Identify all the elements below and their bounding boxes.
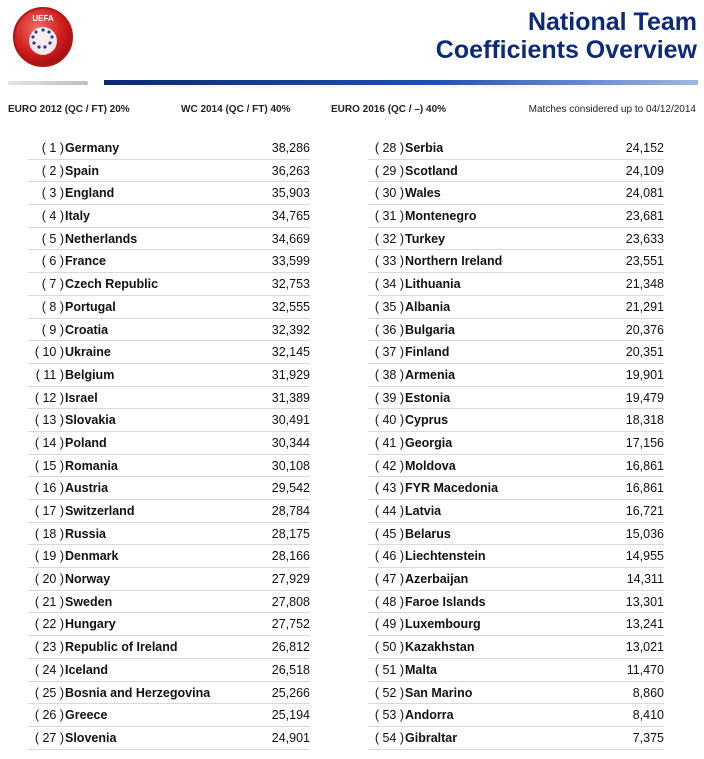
rank-number: ( 5 ) <box>41 231 64 246</box>
rank-number: ( 27 ) <box>34 730 64 745</box>
rank-number: ( 25 ) <box>34 685 64 700</box>
coefficient-value: 24,109 <box>625 163 664 178</box>
team-name: Finland <box>405 345 450 360</box>
ranking-row <box>368 613 664 636</box>
matches-considered: Matches considered up to 04/12/2014 <box>528 104 696 115</box>
rank-number: ( 36 ) <box>374 322 404 337</box>
ranking-row <box>368 477 664 500</box>
team-name: Northern Ireland <box>405 254 503 269</box>
header-divider-blue <box>104 80 698 85</box>
team-name: Poland <box>65 435 107 450</box>
rank-number: ( 31 ) <box>374 209 404 224</box>
team-name: Faroe Islands <box>405 594 486 609</box>
uefa-logo-icon <box>12 6 74 68</box>
rank-number: ( 40 ) <box>374 413 404 428</box>
ranking-row <box>368 205 664 228</box>
team-name: Israel <box>65 390 98 405</box>
rank-number: ( 53 ) <box>374 708 404 723</box>
coefficient-value: 21,348 <box>625 277 664 292</box>
rank-number: ( 28 ) <box>374 141 404 155</box>
ranking-row <box>28 523 310 546</box>
rank-number: ( 38 ) <box>374 367 404 382</box>
ranking-row <box>28 545 310 568</box>
coefficient-value: 24,152 <box>625 141 664 155</box>
coefficient-value: 8,410 <box>632 708 664 723</box>
page-title <box>436 8 697 64</box>
weighting-info <box>0 104 704 118</box>
coefficient-value: 8,860 <box>632 685 664 700</box>
team-name: France <box>65 254 106 269</box>
coefficient-value: 13,021 <box>625 640 664 655</box>
rank-number: ( 24 ) <box>34 662 64 677</box>
ranking-row <box>368 591 664 614</box>
rank-number: ( 52 ) <box>374 685 404 700</box>
ranking-row <box>368 364 664 387</box>
coefficient-value: 13,301 <box>625 594 664 609</box>
coefficient-value: 25,194 <box>271 708 310 723</box>
rank-number: ( 6 ) <box>41 254 64 269</box>
ranking-row <box>28 296 310 319</box>
ranking-row <box>28 364 310 387</box>
coefficient-value: 20,376 <box>625 322 664 337</box>
ranking-row <box>28 409 310 432</box>
coefficient-value: 27,808 <box>271 594 310 609</box>
coefficient-value: 34,765 <box>271 209 310 224</box>
rank-number: ( 50 ) <box>374 640 404 655</box>
rank-number: ( 17 ) <box>34 504 64 518</box>
coefficient-value: 16,861 <box>625 458 664 473</box>
rank-number: ( 15 ) <box>34 458 64 473</box>
team-name: Andorra <box>405 708 454 723</box>
ranking-row <box>28 432 310 455</box>
coefficient-value: 19,479 <box>625 390 664 405</box>
rank-number: ( 43 ) <box>374 481 404 496</box>
ranking-row <box>28 636 310 659</box>
coefficient-value: 28,175 <box>271 526 310 541</box>
coefficient-value: 32,555 <box>271 299 310 314</box>
ranking-row <box>28 704 310 727</box>
coefficient-value: 23,681 <box>625 209 664 224</box>
uefa-logo <box>12 6 74 68</box>
rank-number: ( 46 ) <box>374 549 404 564</box>
team-name: Albania <box>405 299 451 314</box>
ranking-row <box>28 387 310 410</box>
team-name: Serbia <box>405 141 444 155</box>
coefficient-value: 36,263 <box>271 163 310 178</box>
rank-number: ( 26 ) <box>34 708 64 723</box>
rank-number: ( 1 ) <box>41 141 64 155</box>
coefficient-value: 17,156 <box>625 435 664 450</box>
coefficient-value: 23,633 <box>625 231 664 246</box>
rank-number: ( 29 ) <box>374 163 404 178</box>
team-name: Netherlands <box>65 231 138 246</box>
ranking-row <box>28 341 310 364</box>
coefficient-value: 29,542 <box>271 481 310 496</box>
ranking-row <box>368 409 664 432</box>
team-name: Armenia <box>405 367 456 382</box>
rank-number: ( 21 ) <box>34 594 64 609</box>
ranking-row <box>28 682 310 705</box>
coefficient-value: 28,784 <box>271 504 310 518</box>
coefficient-value: 30,108 <box>271 458 310 473</box>
coefficient-value: 31,929 <box>271 367 310 382</box>
coefficient-value: 23,551 <box>625 254 664 269</box>
coefficient-value: 35,903 <box>271 186 310 201</box>
rank-number: ( 51 ) <box>374 662 404 677</box>
ranking-row <box>368 704 664 727</box>
coefficient-value: 28,166 <box>271 549 310 564</box>
rank-number: ( 41 ) <box>374 435 404 450</box>
euro2012-weight: EURO 2012 (QC / FT) 20% <box>8 104 130 115</box>
ranking-row <box>368 387 664 410</box>
team-name: Russia <box>65 526 106 541</box>
rank-number: ( 49 ) <box>374 617 404 632</box>
coefficient-value: 15,036 <box>625 526 664 541</box>
rank-number: ( 45 ) <box>374 526 404 541</box>
rank-number: ( 3 ) <box>41 186 64 201</box>
rank-number: ( 48 ) <box>374 594 404 609</box>
ranking-row <box>28 182 310 205</box>
team-name: Lithuania <box>405 277 461 292</box>
rank-number: ( 10 ) <box>34 345 64 360</box>
team-name: Bulgaria <box>405 322 456 337</box>
svg-text:UEFA: UEFA <box>32 14 54 23</box>
ranking-row <box>28 160 310 183</box>
coefficient-value: 19,901 <box>625 367 664 382</box>
team-name: Moldova <box>405 458 456 473</box>
coefficient-value: 30,344 <box>271 435 310 450</box>
team-name: Slovenia <box>65 730 117 745</box>
team-name: England <box>65 186 115 201</box>
team-name: Liechtenstein <box>405 549 486 564</box>
ranking-row <box>368 319 664 342</box>
team-name: Germany <box>65 141 120 155</box>
team-name: Malta <box>405 662 437 677</box>
coefficient-value: 38,286 <box>271 141 310 155</box>
coefficient-value: 34,669 <box>271 231 310 246</box>
ranking-row <box>368 182 664 205</box>
team-name: Denmark <box>65 549 119 564</box>
team-name: Azerbaijan <box>405 572 469 587</box>
team-name: Cyprus <box>405 413 449 428</box>
rank-number: ( 12 ) <box>34 390 64 405</box>
rank-number: ( 7 ) <box>41 277 64 292</box>
title-line-2: Coefficients Overview <box>435 36 697 64</box>
ranking-row <box>28 613 310 636</box>
rank-number: ( 19 ) <box>34 549 64 564</box>
team-name: Gibraltar <box>405 730 458 745</box>
ranking-row <box>368 727 664 750</box>
ranking-row <box>368 636 664 659</box>
coefficient-value: 32,145 <box>271 345 310 360</box>
rank-number: ( 18 ) <box>34 526 64 541</box>
ranking-row <box>368 545 664 568</box>
team-name: Georgia <box>405 435 453 450</box>
ranking-row <box>28 659 310 682</box>
ranking-row <box>28 727 310 750</box>
ranking-row <box>28 205 310 228</box>
rank-number: ( 8 ) <box>41 299 64 314</box>
rank-number: ( 14 ) <box>34 435 64 450</box>
coefficient-value: 32,753 <box>271 277 310 292</box>
team-name: Italy <box>65 209 91 224</box>
ranking-row <box>368 296 664 319</box>
ranking-row <box>368 341 664 364</box>
team-name: Spain <box>65 163 100 178</box>
rank-number: ( 2 ) <box>41 163 64 178</box>
ranking-column-left <box>28 137 310 750</box>
ranking-row <box>368 523 664 546</box>
team-name: Scotland <box>405 163 458 178</box>
team-name: Estonia <box>405 390 451 405</box>
coefficient-value: 27,929 <box>271 572 310 587</box>
coefficient-value: 7,375 <box>632 730 664 745</box>
team-name: Kazakhstan <box>405 640 475 655</box>
team-name: Austria <box>65 481 109 496</box>
ranking-row <box>28 455 310 478</box>
team-name: Latvia <box>405 504 442 518</box>
rank-number: ( 22 ) <box>34 617 64 632</box>
team-name: Norway <box>65 572 111 587</box>
title-line-1: National Team <box>527 8 697 36</box>
rank-number: ( 35 ) <box>374 299 404 314</box>
ranking-row <box>368 568 664 591</box>
ranking-row <box>28 500 310 523</box>
team-name: San Marino <box>405 685 473 700</box>
rank-number: ( 4 ) <box>41 209 64 224</box>
team-name: Ukraine <box>65 345 111 360</box>
ranking-row <box>28 250 310 273</box>
team-name: Slovakia <box>65 413 116 428</box>
ranking-row <box>368 228 664 251</box>
ranking-row <box>28 477 310 500</box>
coefficient-value: 26,518 <box>271 662 310 677</box>
coefficient-value: 31,389 <box>271 390 310 405</box>
team-name: Montenegro <box>405 209 477 224</box>
ranking-row <box>28 137 310 160</box>
ranking-row <box>368 160 664 183</box>
ranking-column-right <box>368 137 664 750</box>
coefficient-value: 24,901 <box>271 730 310 745</box>
rank-number: ( 11 ) <box>35 367 64 382</box>
rank-number: ( 30 ) <box>374 186 404 201</box>
coefficient-value: 14,311 <box>626 572 664 587</box>
team-name: Luxembourg <box>405 617 481 632</box>
ranking-row <box>368 659 664 682</box>
ranking-row <box>28 568 310 591</box>
rank-number: ( 9 ) <box>41 322 64 337</box>
ranking-row <box>28 228 310 251</box>
coefficient-value: 11,470 <box>626 662 664 677</box>
rank-number: ( 32 ) <box>374 231 404 246</box>
coefficient-value: 30,491 <box>271 413 310 428</box>
team-name: Hungary <box>65 617 116 632</box>
rank-number: ( 33 ) <box>374 254 404 269</box>
coefficient-value: 16,861 <box>625 481 664 496</box>
coefficient-value: 27,752 <box>271 617 310 632</box>
ranking-row <box>368 432 664 455</box>
ranking-row <box>28 319 310 342</box>
rank-number: ( 37 ) <box>374 345 404 360</box>
rank-number: ( 34 ) <box>374 277 404 292</box>
ranking-row <box>368 137 664 160</box>
team-name: Belarus <box>405 526 451 541</box>
rank-number: ( 20 ) <box>34 572 64 587</box>
team-name: Switzerland <box>65 504 135 518</box>
rank-number: ( 44 ) <box>374 504 404 518</box>
team-name: Turkey <box>405 231 446 246</box>
rank-number: ( 16 ) <box>34 481 64 496</box>
rank-number: ( 23 ) <box>34 640 64 655</box>
coefficient-value: 14,955 <box>625 549 664 564</box>
coefficient-value: 13,241 <box>625 617 664 632</box>
team-name: Romania <box>65 458 118 473</box>
coefficient-value: 25,266 <box>271 685 310 700</box>
team-name: Iceland <box>65 662 109 677</box>
rank-number: ( 39 ) <box>374 390 404 405</box>
team-name: Bosnia and Herzegovina <box>65 685 211 700</box>
ranking-row <box>28 273 310 296</box>
euro2016-weight: EURO 2016 (QC / –) 40% <box>331 104 447 115</box>
coefficient-value: 20,351 <box>625 345 664 360</box>
wc2014-weight: WC 2014 (QC / FT) 40% <box>181 104 291 115</box>
team-name: Republic of Ireland <box>65 640 178 655</box>
rank-number: ( 13 ) <box>34 413 64 428</box>
coefficient-value: 32,392 <box>271 322 310 337</box>
team-name: Belgium <box>65 367 115 382</box>
coefficient-value: 21,291 <box>625 299 664 314</box>
ranking-row <box>368 273 664 296</box>
rank-number: ( 54 ) <box>374 730 404 745</box>
coefficient-value: 18,318 <box>625 413 664 428</box>
rank-number: ( 42 ) <box>374 458 404 473</box>
coefficient-value: 16,721 <box>625 504 664 518</box>
rank-number: ( 47 ) <box>374 572 404 587</box>
ranking-row <box>368 250 664 273</box>
team-name: FYR Macedonia <box>405 481 499 496</box>
coefficient-value: 33,599 <box>271 254 310 269</box>
team-name: Croatia <box>65 322 109 337</box>
ranking-row <box>368 455 664 478</box>
team-name: Greece <box>65 708 108 723</box>
ranking-row <box>28 591 310 614</box>
team-name: Czech Republic <box>65 277 159 292</box>
ranking-row <box>368 500 664 523</box>
header-divider-grey <box>8 81 88 85</box>
ranking-row <box>368 682 664 705</box>
coefficient-value: 24,081 <box>625 186 664 201</box>
team-name: Portugal <box>65 299 116 314</box>
coefficient-value: 26,812 <box>271 640 310 655</box>
team-name: Sweden <box>65 594 113 609</box>
team-name: Wales <box>405 186 441 201</box>
